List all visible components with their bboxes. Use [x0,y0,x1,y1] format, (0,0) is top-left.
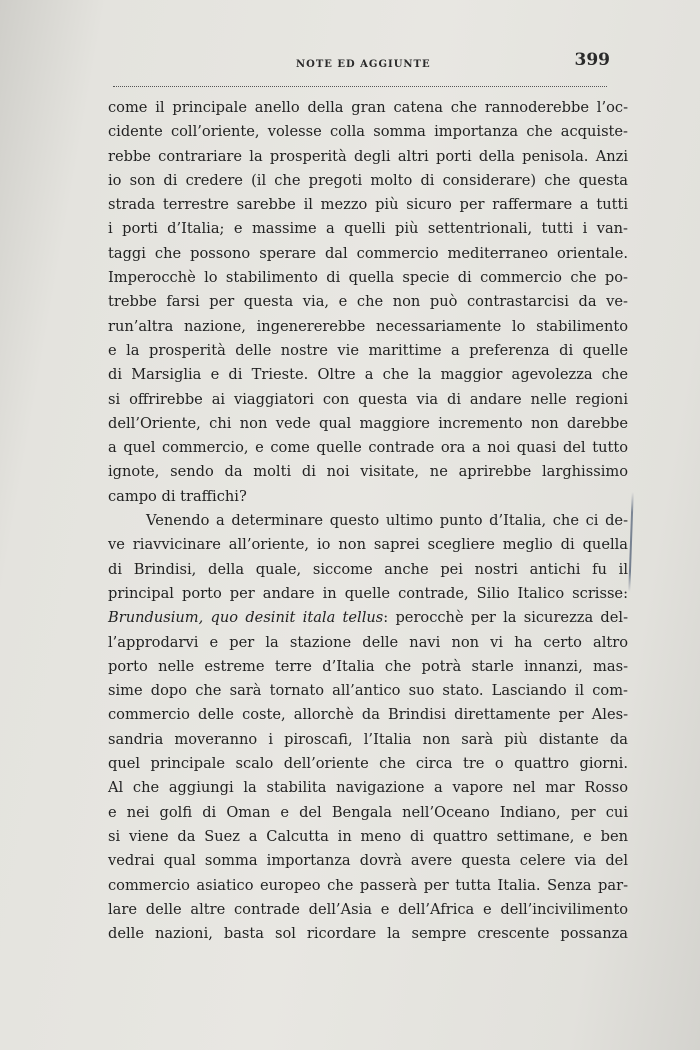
text-line: si offrirebbe ai viaggiatori con questa via di andare nelle regioni [108,390,628,408]
text-line: principal porto per andare in quelle contrade, Silio Italico scrisse: [108,584,628,602]
body-text [108,96,628,946]
text-line: e nei golfi di Oman e del Bengala nell’Oceano Indiano, per cui [108,803,628,821]
text-line: di Brindisi, della quale, siccome anche pei nostri antichi fu il [108,560,628,578]
text-line: come il principale anello della gran catena che rannoderebbe l’oc- [108,99,628,116]
latin-quotation: Brundusium, quo desinit itala tellus [108,609,384,627]
text-line: Al che aggiungi la stabilita navigazione a vapore nel mar Rosso [108,779,628,797]
margin-pencil-mark [628,492,633,592]
text-line: taggi che possono sperare dal commercio mediterraneo orientale. [108,244,628,262]
text-line: a quel commercio, e come quelle contrade ora a noi quasi del tutto [108,439,628,457]
text-line: vedrai qual somma importanza dovrà avere questa celere via del [108,852,628,870]
text-line: campo di traffichi? [108,487,247,505]
text-line: strada terrestre sarebbe il mezzo più sicuro per raffermare a tutti [108,196,628,214]
text-line: l’approdarvi e per la stazione delle navi non vi ha certo altro [108,633,628,651]
text-line: lare delle altre contrade dell’Asia e dell’Africa e dell’incivilimento [108,900,628,918]
text-line: ignote, sendo da molti di noi visitate, ne aprirebbe larghissimo [108,463,628,481]
text-line: ve riavvicinare all’oriente, io non saprei scegliere meglio di quella [108,536,628,554]
text-line: rebbe contrariare la prosperità degli altri porti della penisola. Anzi [108,147,628,165]
text-line: commercio asiatico europeo che passerà per tutta Italia. Senza par- [108,876,628,894]
text-line: e la prosperità delle nostre vie marittime a preferenza di quelle [108,341,628,359]
text-line: i porti d’Italia; e massime a quelli più settentrionali, tutti i van- [108,220,628,238]
text-line: Imperocchè lo stabilimento di quella specie di commercio che po- [108,269,628,287]
text-line: delle nazioni, basta sol ricordare la sempre crescente possanza [108,925,628,943]
running-head: NOTE ED AGGIUNTE [296,59,431,70]
page-number: 399 [574,50,610,70]
text-line: cidente coll’oriente, volesse colla somma importanza che acquiste- [108,123,628,141]
header-rule [113,86,607,87]
page-header [110,50,610,80]
text-line: commercio delle coste, allorchè da Brindisi direttamente per Ales- [108,706,628,724]
text-line: si viene da Suez a Calcutta in meno di quattro settimane, e ben [108,827,628,845]
text-line: trebbe farsi per questa via, e che non può contrastarcisi da ve- [108,293,628,311]
text-line: di Marsiglia e di Trieste. Oltre a che la maggior agevolezza che [108,366,628,384]
text-line: Brundusium, quo desinit itala tellus: perocchè per la sicurezza del- [108,609,628,627]
text-line: io son di credere (il che pregoti molto di considerare) che questa [108,171,628,189]
text-line: Venendo a determinare questo ultimo punto d’Italia, che ci de- [146,512,628,530]
text-line: run’altra nazione, ingenererebbe necessariamente lo stabilimento [108,317,628,335]
text-line: dell’Oriente, chi non vede qual maggiore incremento non darebbe [108,414,628,432]
text-line: sandria moveranno i piroscafi, l’Italia non sarà più distante da [108,730,628,748]
text-line: porto nelle estreme terre d’Italia che potrà starle innanzi, mas- [108,657,628,675]
text-line: sime dopo che sarà tornato all’antico suo stato. Lasciando il com- [108,682,628,700]
text-line: quel principale scalo dell’oriente che circa tre o quattro giorni. [108,755,628,773]
